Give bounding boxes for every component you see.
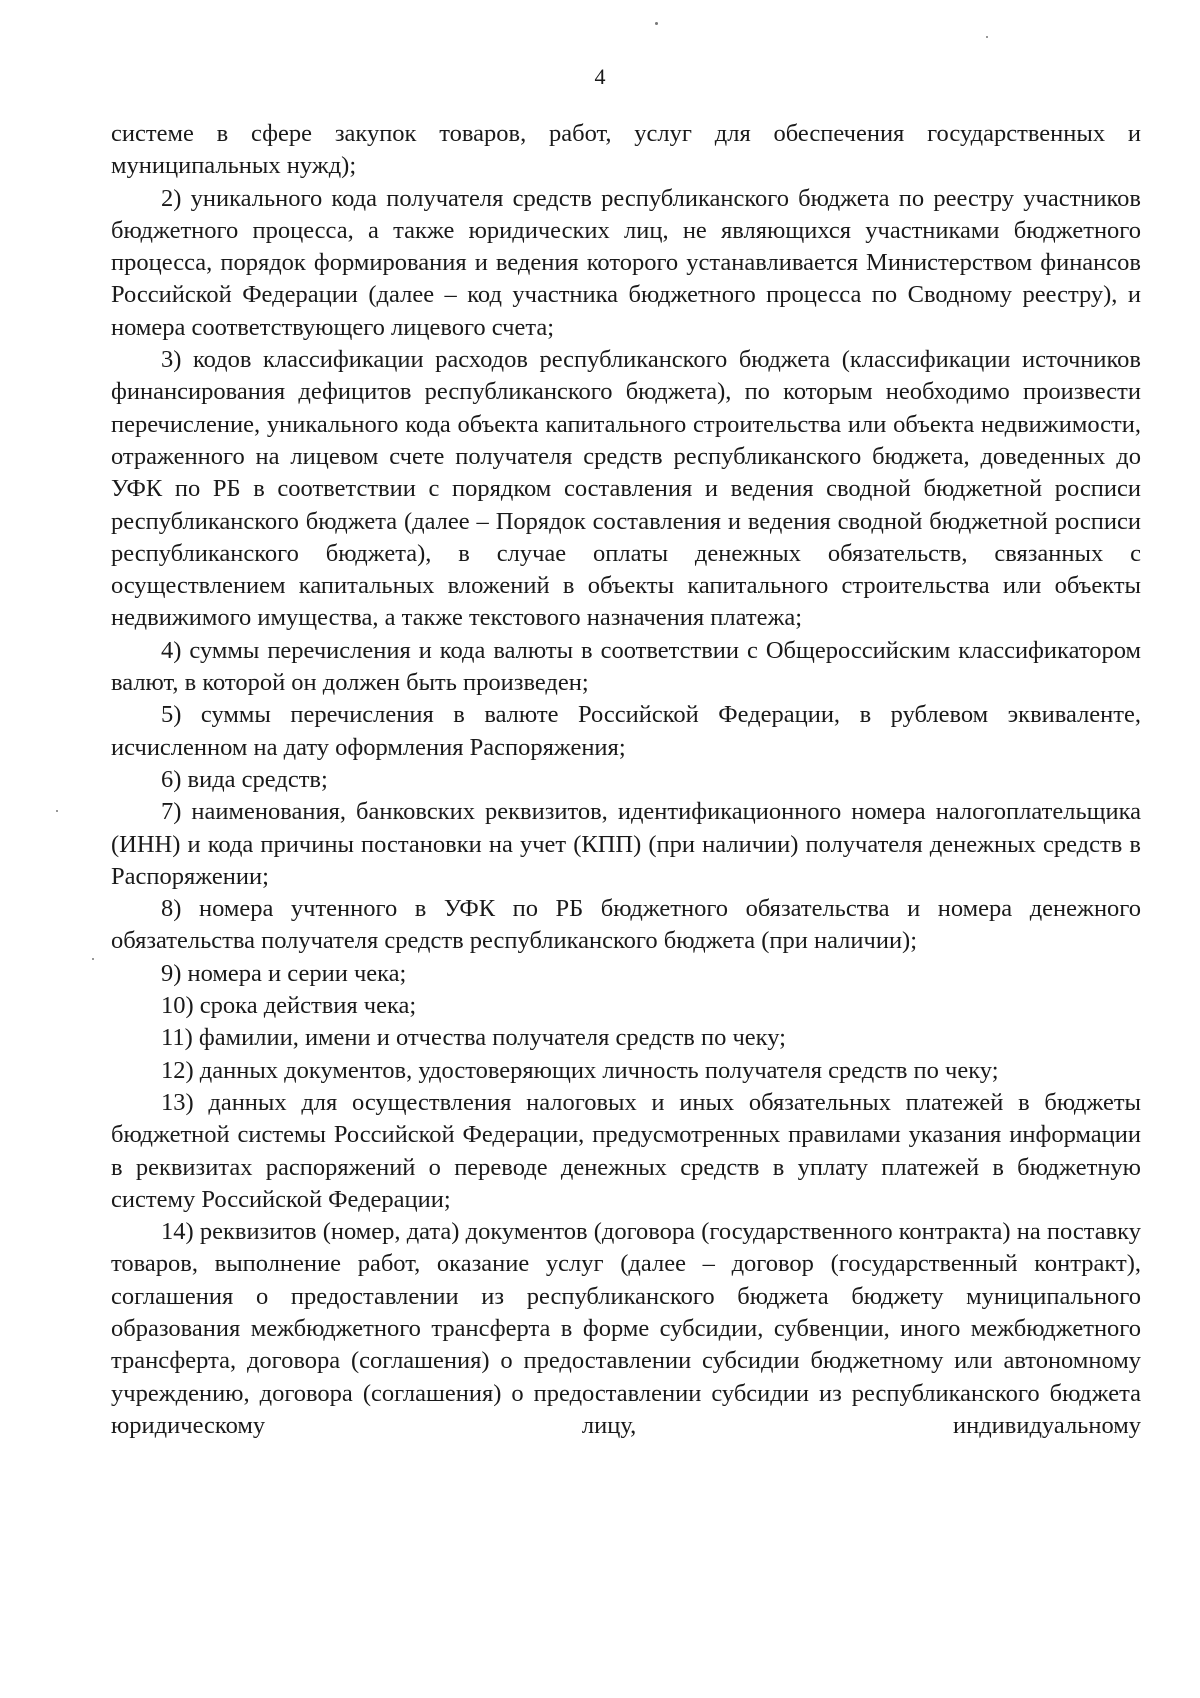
list-item-7: 7) наименования, банковских реквизитов, идентификационного номера налогоплательщика (ИНН) и кода причины постановки на учет (КПП) (при наличии) получателя денежных средств в Распоряжении; bbox=[111, 798, 1141, 890]
document-body bbox=[111, 118, 1141, 1442]
list-item-13: 13) данных для осуществления налоговых и иных обязательных платежей в бюджеты бюджетной системы Российской Федерации, предусмотренных правилами указания информации в реквизитах распоряжений о переводе денежных средств в уплату платежей в бюджетную систему Российской Федерации; bbox=[111, 1088, 1141, 1213]
scan-speck bbox=[986, 36, 988, 38]
list-item-12: 12) данных документов, удостоверяющих личность получателя средств по чеку; bbox=[161, 1056, 999, 1084]
list-item-11: 11) фамилии, имени и отчества получателя средств по чеку; bbox=[161, 1024, 786, 1052]
scan-speck bbox=[56, 810, 58, 812]
list-item-4: 4) суммы перечисления и кода валюты в соответствии с Общероссийским классификатором валют, в которой он должен быть произведен; bbox=[111, 636, 1141, 697]
scan-speck bbox=[655, 22, 658, 25]
list-item-6: 6) вида средств; bbox=[161, 765, 328, 793]
list-item-3: 3) кодов классификации расходов республиканского бюджета (классификации источников финансирования дефицитов республиканского бюджета), по которым необходимо произвести перечисление, уникального кода объекта капитального строительства или объекта недвижимости, отраженного на лицевом счете получателя средств республиканского бюджета, доведенных до УФК по РБ в соответствии с порядком составления и ведения сводной бюджетной росписи республиканского бюджета (далее – Порядок составления и ведения сводной бюджетной росписи республиканского бюджета), в случае оплаты денежных обязательств, связанных с осуществлением капитальных вложений в объекты капитального строительства или объекты недвижимого имущества, а также текстового назначения платежа; bbox=[111, 346, 1141, 632]
scan-speck bbox=[92, 958, 94, 960]
list-item-8: 8) номера учтенного в УФК по РБ бюджетного обязательства и номера денежного обязательства получателя средств республиканского бюджета (при наличии); bbox=[111, 895, 1141, 955]
list-item-14: 14) реквизитов (номер, дата) документов (договора (государственного контракта) на поставку товаров, выполнение работ, оказание услуг (далее – договор (государственный контракт), соглашения о предоставлении из республиканского бюджета бюджету муниципального образования межбюджетного трансферта в форме субсидии, субвенции, иного межбюджетного трансферта, договора (соглашения) о предоставлении субсидии бюджетному или автономному учреждению, договора (соглашения) о предоставлении субсидии из республиканского бюджета юридическому лицу, индивидуальному bbox=[111, 1218, 1141, 1439]
paragraph-continuation: системе в сфере закупок товаров, работ, услуг для обеспечения государственных и муниципальных нужд); bbox=[111, 120, 1141, 180]
page-number: 4 bbox=[594, 64, 606, 89]
list-item-2: 2) уникального кода получателя средств республиканского бюджета по реестру участников бюджетного процесса, а также юридических лиц, не являющихся участниками бюджетного процесса, порядок формирования и ведения которого устанавливается Министерством финансов Российской Федерации (далее – код участника бюджетного процесса по Сводному реестру), и номера соответствующего лицевого счета; bbox=[111, 184, 1141, 341]
list-item-5: 5) суммы перечисления в валюте Российской Федерации, в рублевом эквиваленте, исчисленном на дату оформления Распоряжения; bbox=[111, 701, 1141, 761]
list-item-9: 9) номера и серии чека; bbox=[161, 959, 407, 987]
list-item-10: 10) срока действия чека; bbox=[161, 992, 417, 1020]
